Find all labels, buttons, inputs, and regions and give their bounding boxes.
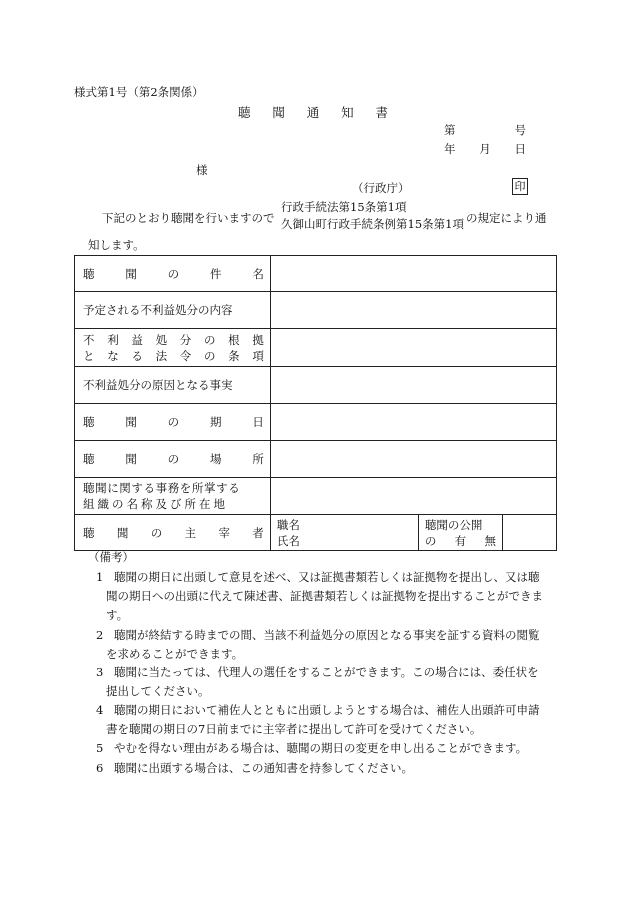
table-row (75, 441, 557, 478)
title-char: 知 (341, 105, 354, 120)
title-char: 書 (375, 105, 388, 120)
label-responsible-office: 聴聞に関する事務を所掌する 組織の名称及び所在地 (75, 478, 271, 515)
label-hearing-subject: 聴 聞 の 件 名 (75, 256, 271, 292)
note-item-1: 1 聴聞の期日に出頭して意見を述べ、又は証拠書類若しくは証拠物を提出し、又は聴 聞の期日への出頭に代えて陳述書、証拠書類若しくは証拠物を提出することができま す。 (96, 570, 543, 622)
table-row (75, 329, 557, 367)
intro-lead: 下記のとおり聴聞を行いますので (102, 211, 275, 225)
intro-law-2: 久御山町行政手続条例第15条第1項 (281, 217, 464, 231)
addressee-suffix: 様 (196, 163, 208, 177)
title-char: 聞 (272, 105, 285, 120)
table-row (75, 478, 557, 515)
label-presiding-officer: 聴 聞 の 主 宰 者 (75, 515, 271, 551)
table-row (75, 367, 557, 404)
intro-law-1: 行政手続法第15条第1項 (281, 200, 407, 214)
note-item-5: 5 やむを得ない理由がある場合は、聴聞の期日の変更を申し出ることができます。 (96, 741, 528, 755)
table-row (75, 292, 557, 329)
title-char: 通 (306, 105, 320, 120)
name-label: 氏名 (276, 533, 300, 548)
label-cause-facts: 不利益処分の原因となる事実 (75, 367, 271, 404)
note-item-2: 2 聴聞が終結する時までの間、当該不利益処分の原因となる事実を証する資料の閲覧 を求めることができます。 (96, 628, 540, 661)
value-responsible-office[interactable] (270, 478, 556, 515)
post-label: 職名 (276, 517, 300, 532)
agency-label: （行政庁） (352, 181, 410, 195)
note-item-6: 6 聴聞に出頭する場合は、この通知書を持参してください。 (96, 761, 413, 775)
hearing-notice-table (74, 255, 557, 551)
table-row (75, 515, 557, 551)
label-planned-disposition: 予定される不利益処分の内容 (75, 292, 271, 329)
table-row (75, 256, 557, 292)
notes-heading: （備考） (88, 550, 134, 564)
document-number-row: 第 号 (444, 123, 526, 137)
form-number: 様式第1号（第2条関係） (74, 85, 204, 99)
note-item-4: 4 聴聞の期日において補佐人とともに出頭しようとする場合は、補佐人出頭許可申請 書を聴聞の期日の7日前までに主宰者に提出して許可を受けてください。 (96, 703, 540, 736)
table-row (75, 404, 557, 441)
presiding-officer-fields[interactable] (270, 515, 418, 551)
value-hearing-date[interactable] (270, 404, 556, 441)
title-char: 聴 (238, 105, 251, 120)
label-hearing-place: 聴 聞 の 場 所 (75, 441, 271, 478)
label-hearing-date: 聴 聞 の 期 日 (75, 404, 271, 441)
note-item-3: 3 聴聞に当たっては、代理人の選任をすることができます。この場合には、委任状を 提出してください。 (96, 665, 539, 698)
value-legal-basis[interactable] (270, 329, 556, 367)
value-hearing-place[interactable] (270, 441, 556, 478)
value-cause-facts[interactable] (270, 367, 556, 404)
value-planned-disposition[interactable] (270, 292, 556, 329)
document-title (238, 103, 388, 121)
value-public-hearing[interactable] (502, 515, 556, 551)
seal-mark: 印 (512, 178, 528, 195)
label-legal-basis: 不 利 益 処 分 の 根 拠 と な る 法 令 の 条 項 (75, 329, 271, 367)
date-row: 年 月 日 (444, 142, 526, 156)
value-hearing-subject[interactable] (270, 256, 556, 292)
label-public-hearing: 聴聞の公開 の 有 無 (418, 515, 502, 551)
intro-tail: の規定により通 (466, 211, 547, 225)
intro-line-2: 知します。 (88, 238, 145, 252)
